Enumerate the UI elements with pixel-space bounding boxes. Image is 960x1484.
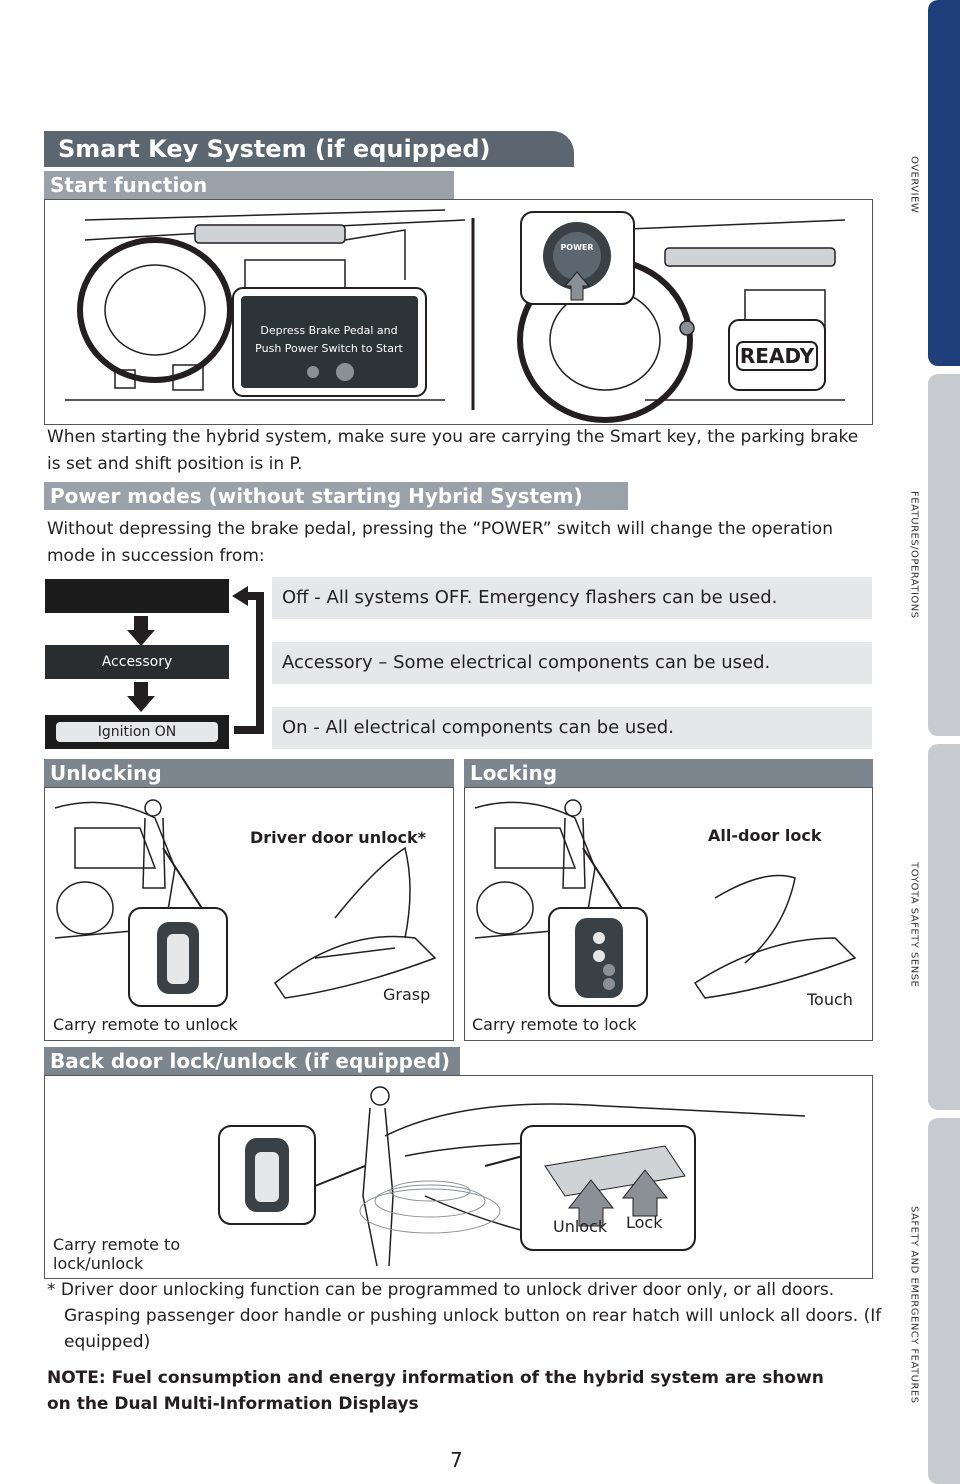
tab-overview[interactable] [928, 0, 960, 366]
mode-ignition-box [45, 715, 229, 749]
power-modes-heading: Power modes (without starting Hybrid System) [44, 482, 628, 510]
start-function-panel [44, 199, 873, 425]
ready-indicator: READY [739, 344, 815, 368]
unlock-caption: Carry remote to unlock [53, 1015, 238, 1034]
touch-label: Touch [807, 990, 853, 1009]
tab-label-features: FEATURES/OPERATIONS [908, 491, 920, 619]
tab-features-operations[interactable] [928, 374, 960, 736]
footnote: * Driver door unlocking function can be programmed to unlock driver door only, or all doors. Grasping passenger door handle or pushing unlock button on rear hatch will unlock all doors. (If equipped) [47, 1280, 882, 1352]
tab-toyota-safety-sense[interactable] [928, 744, 960, 1110]
mode-off-description: Off - All systems OFF. Emergency flashers can be used. [272, 577, 872, 619]
power-modes-intro: Without depressing the brake pedal, pressing the “POWER” switch will change the operation mode in succession from: [47, 519, 833, 566]
back-door-heading: Back door lock/unlock (if equipped) [44, 1047, 460, 1075]
mode-accessory-description: Accessory – Some electrical components can be used. [272, 642, 872, 684]
unlocking-heading: Unlocking [44, 759, 454, 787]
tab-label-overview: OVERVIEW [908, 156, 920, 214]
all-door-lock-label: All-door lock [708, 826, 822, 845]
cycle-arrow-icon [232, 586, 266, 736]
page-number: 7 [450, 1448, 463, 1472]
down-arrow-icon [127, 682, 155, 712]
tab-safety-emergency[interactable] [928, 1118, 960, 1484]
mode-accessory-box: Accessory [45, 645, 229, 679]
back-door-lock-label: Lock [626, 1213, 663, 1232]
start-description: When starting the hybrid system, make sure you are carrying the Smart key, the parking brake is set and shift position is in P. [47, 427, 859, 474]
back-door-unlock-label: Unlock [553, 1217, 608, 1236]
start-function-heading: Start function [44, 171, 454, 199]
lock-caption: Carry remote to lock [472, 1015, 637, 1034]
screen-line2: Push Power Switch to Start [255, 342, 403, 355]
back-door-caption: Carry remote to lock/unlock [53, 1235, 181, 1273]
ignition-on-label: Ignition ON [56, 722, 218, 742]
screen-line1: Depress Brake Pedal and [260, 324, 398, 337]
mode-on-description: On - All electrical components can be used. [272, 707, 872, 749]
driver-door-unlock-label: Driver door unlock* [250, 828, 427, 847]
down-arrow-icon [127, 616, 155, 646]
tab-label-tss: TOYOTA SAFETY SENSE [908, 862, 920, 988]
page-title: Smart Key System (if equipped) [44, 131, 574, 167]
grasp-label: Grasp [383, 985, 431, 1004]
note: NOTE: Fuel consumption and energy information of the hybrid system are shown on the Dual Multi-Information Displays [47, 1368, 824, 1414]
tab-label-safety: SAFETY AND EMERGENCY FEATURES [908, 1206, 920, 1404]
mode-off-box [45, 579, 229, 613]
power-button-label: POWER [560, 243, 594, 252]
locking-heading: Locking [464, 759, 873, 787]
dashboard-illustration [45, 200, 872, 424]
